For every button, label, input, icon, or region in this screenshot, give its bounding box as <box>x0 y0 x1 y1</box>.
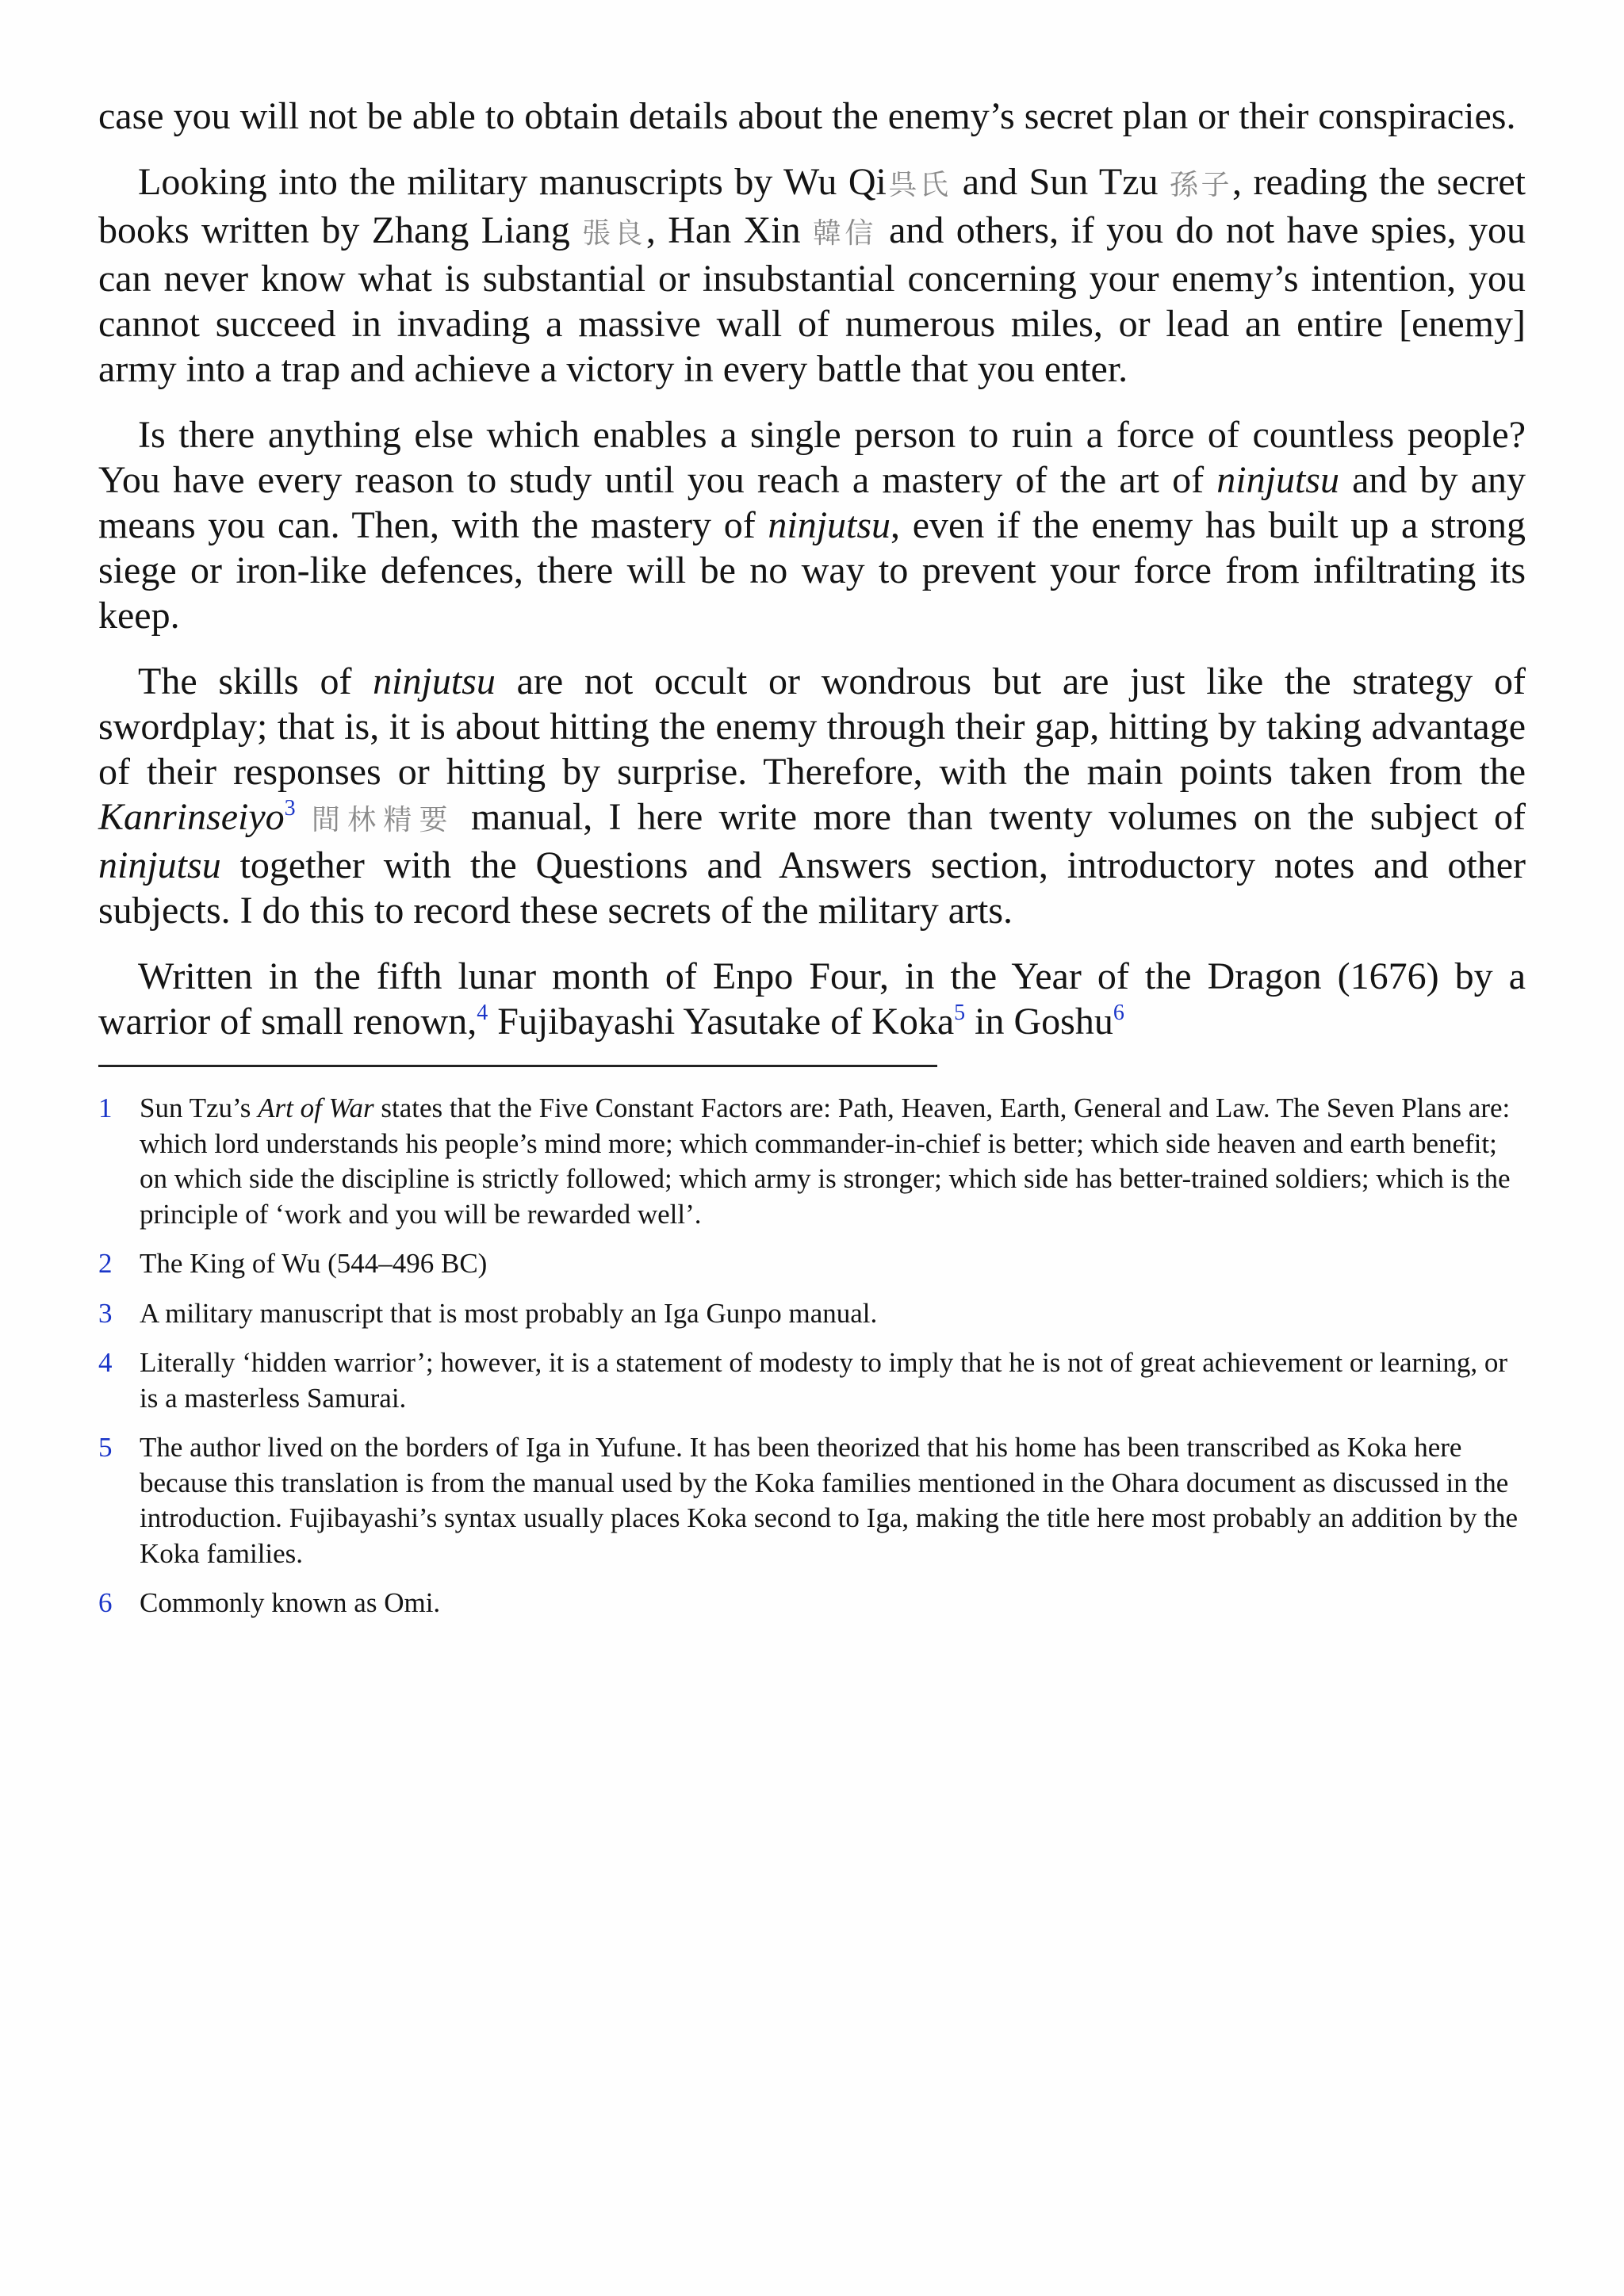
text-span: and Sun Tzu <box>951 161 1170 203</box>
text-span: in Goshu <box>965 1001 1113 1043</box>
text-span: , Han Xin <box>645 209 813 251</box>
footnote-divider <box>98 1065 937 1067</box>
footnote-text: Commonly known as Omi. <box>140 1587 441 1618</box>
footnote-text <box>140 1091 1526 1232</box>
text-span: Sun Tzu’s <box>140 1093 259 1123</box>
kanji-wu-qi: 呉氏 <box>886 169 952 201</box>
footnote-ref-6[interactable]: 6 <box>1113 1001 1124 1025</box>
text-span: and others, if you do not have spies, you can never know what is substantial or insubstantial concerning your enemy’s intention, you cannot succeed in invading a massive wall of numerous miles, or lead an entire [enemy] army into a trap and achieve a victory in every battle that you enter. <box>98 209 1526 390</box>
text-span: states that the Five Constant Factors are: Path, Heaven, Earth, General and Law. The Seven Plans are: which lord understands his people’s mind more; which commander-in-chief is better; which side heaven and earth benefit; on which side the discipline is strictly followed; which army is stronger; which side has better-trained soldiers; which is the principle of ‘work and you will be rewarded well’. <box>140 1093 1511 1230</box>
footnote-text: The author lived on the borders of Iga in Yufune. It has been theorized that his home has been transcribed as Koka here because this translation is from the manual used by the Koka families mentioned in the Ohara document as discussed in the introduction. Fujibayashi’s syntax usually places Koka second to Iga, making the title here most probably an addition by the Koka families. <box>140 1432 1518 1569</box>
text-span: manual, I here write more than twenty volumes on the subject of <box>454 796 1526 838</box>
footnote-5 <box>98 1430 1526 1571</box>
footnote-text: The King of Wu (544–496 BC) <box>140 1248 488 1279</box>
paragraph-5 <box>98 954 1526 1044</box>
footnote-number[interactable]: 2 <box>98 1248 113 1279</box>
footnote-number[interactable]: 6 <box>98 1587 113 1618</box>
footnote-number[interactable]: 3 <box>98 1297 113 1329</box>
footnote-3 <box>98 1296 1526 1332</box>
document-page <box>98 94 1526 1636</box>
footnote-ref-3[interactable]: 3 <box>284 796 296 821</box>
text-span: The skills of <box>138 660 373 702</box>
kanji-sun-tzu: 孫子 <box>1170 169 1233 201</box>
text-span: Is there anything else which enables a single person to ruin a force of countless people? You have every reason to study until you reach a mastery of the art of <box>98 414 1526 501</box>
footnote-6 <box>98 1586 1526 1621</box>
kanji-zhang-liang: 張良 <box>582 217 646 250</box>
text-span: , even if the enemy has built up a strong siege or iron-like defences, there will be no way to prevent your force from infiltrating its keep. <box>98 504 1526 637</box>
footnote-number[interactable]: 1 <box>98 1093 113 1123</box>
footnotes-section <box>98 1091 1526 1621</box>
footnote-1 <box>98 1091 1526 1232</box>
kanji-kanrinseiyo: 間林精要 <box>311 804 455 836</box>
footnote-number[interactable]: 4 <box>98 1347 113 1378</box>
italic-term: ninjutsu <box>768 504 891 546</box>
footnote-ref-4[interactable]: 4 <box>477 1001 488 1025</box>
main-text <box>98 94 1526 1044</box>
paragraph-3 <box>98 412 1526 638</box>
italic-term: ninjutsu <box>1216 459 1339 501</box>
text-span: Looking into the military manuscripts by Wu Qi <box>138 161 887 203</box>
text-span: Written in the fifth lunar month of Enpo Four, in the Year of the Dragon (1676) by a warrior of small renown, <box>98 955 1526 1043</box>
footnote-ref-5[interactable]: 5 <box>954 1001 966 1025</box>
text-span: , reading the secret books written by Zhang Liang <box>98 161 1526 251</box>
paragraph-4 <box>98 659 1526 933</box>
footnote-text: Literally ‘hidden warrior’; however, it is a statement of modesty to imply that he is not of great achievement or learning, or is a masterless Samurai. <box>140 1347 1508 1414</box>
paragraph-1: case you will not be able to obtain details about the enemy’s secret plan or their conspiracies. <box>98 95 1516 137</box>
footnote-text: A military manuscript that is most probably an Iga Gunpo manual. <box>140 1297 878 1329</box>
italic-term: ninjutsu <box>373 660 496 702</box>
italic-term: ninjutsu <box>98 844 221 886</box>
footnote-4 <box>98 1345 1526 1416</box>
paragraph-2 <box>98 159 1526 392</box>
text-span: together with the Questions and Answers section, introductory notes and other subjects. I do this to record these secrets of the military arts. <box>98 844 1526 932</box>
text-span: Fujibayashi Yasutake of Koka <box>488 1001 955 1043</box>
italic-title: Art of War <box>258 1093 374 1123</box>
text-span: and by any means you can. Then, with the mastery of <box>98 459 1526 546</box>
italic-term: Kanrinseiyo <box>98 796 285 838</box>
footnote-2 <box>98 1246 1526 1282</box>
footnote-number[interactable]: 5 <box>98 1432 113 1463</box>
text-span: are not occult or wondrous but are just like the strategy of swordplay; that is, it is about hitting the enemy through their gap, hitting by taking advantage of their responses or hitting by surprise. Therefore, with the main points taken from the <box>98 660 1526 793</box>
kanji-han-xin: 韓信 <box>812 217 877 250</box>
